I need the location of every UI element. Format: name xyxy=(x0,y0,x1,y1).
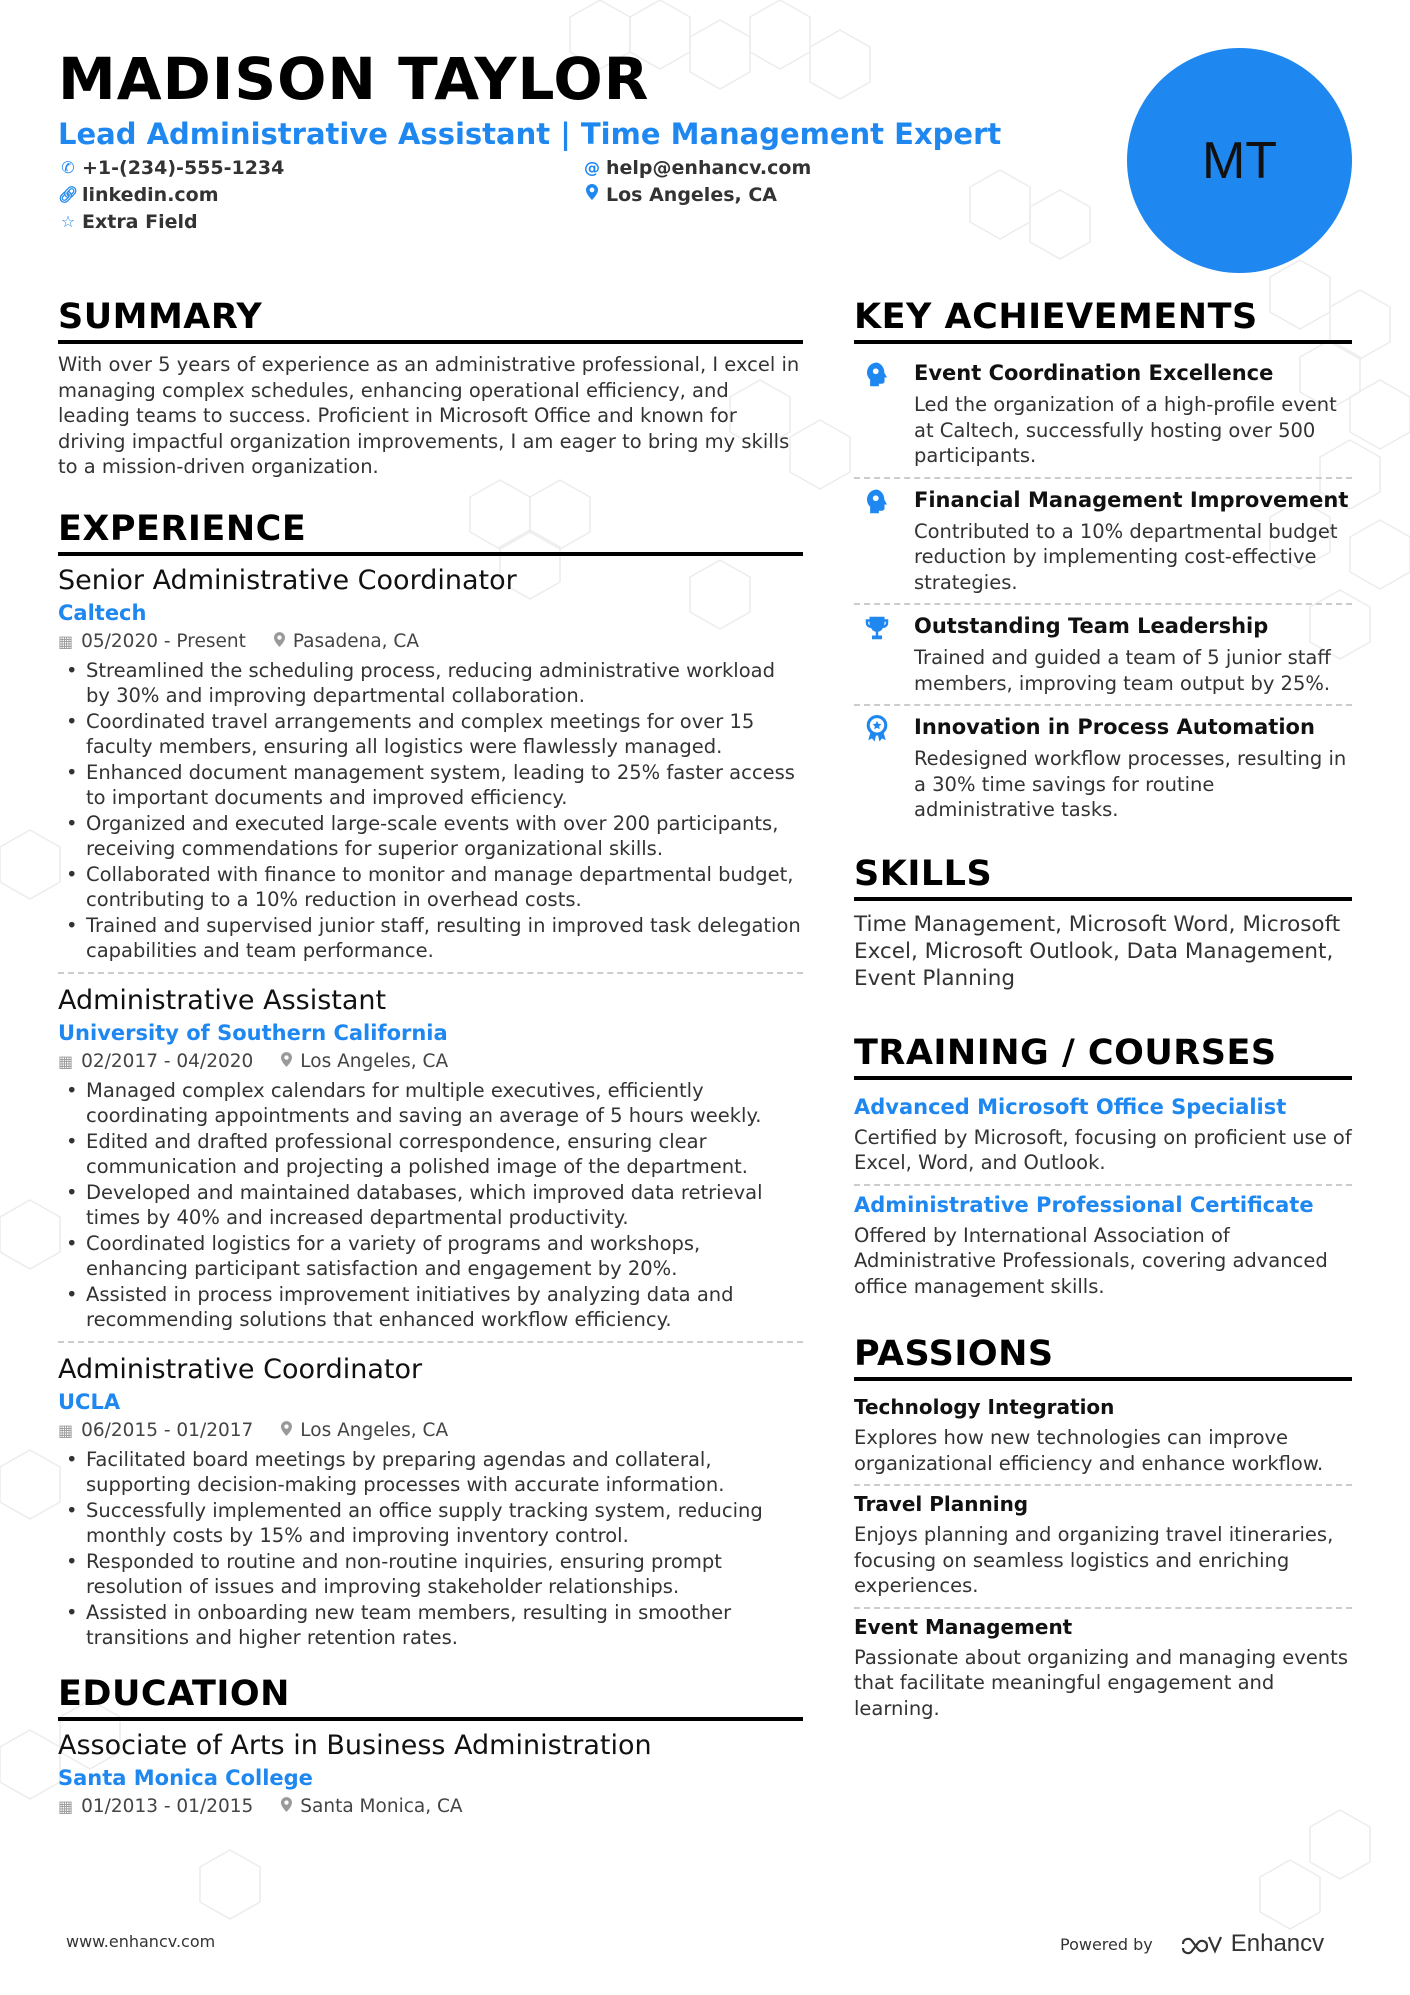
job-meta xyxy=(58,1417,803,1445)
course-item xyxy=(854,1186,1352,1308)
achievement-desc: Contributed to a 10% departmental budget reduction by implementing cost-effective strategies. xyxy=(914,519,1338,594)
list-item: • Coordinated travel arrangements and complex meetings for over 15 faculty members, ensuring all logistics were flawlessly managed. xyxy=(58,709,803,760)
list-item: • Coordinated logistics for a variety of programs and workshops, enhancing participant satisfaction and engagement by 20%. xyxy=(58,1231,803,1282)
powered-by-text: Powered by xyxy=(1060,1934,1153,1954)
job-bullets xyxy=(58,1447,803,1651)
passion-item xyxy=(854,1389,1352,1486)
school-name: Santa Monica College xyxy=(58,1765,313,1790)
phone-text: +1-(234)-555-1234 xyxy=(82,157,285,179)
job-location: Pasadena, CA xyxy=(292,630,419,652)
award-icon xyxy=(862,714,892,744)
enhancv-logo-icon xyxy=(1179,1932,1223,1956)
footer-url[interactable]: www.enhancv.com xyxy=(66,1932,216,1951)
achievements-section xyxy=(854,296,1352,831)
achievement-desc: Led the organization of a high-profile event at Caltech, successfully hosting over 500 participants. xyxy=(914,393,1337,467)
job-meta xyxy=(58,1048,803,1076)
list-item: • Streamlined the scheduling process, reducing administrative workload by 30% and improving departmental collaboration. xyxy=(58,658,803,709)
location-pin-icon xyxy=(274,628,285,656)
email-text: help@enhancv.com xyxy=(606,157,812,179)
location-pin-icon xyxy=(281,1793,292,1821)
achievement-item xyxy=(854,706,1352,831)
job-title: Administrative Assistant xyxy=(58,984,387,1016)
link-icon: 🔗︎ xyxy=(58,185,79,204)
enhancv-brand-text: Enhancv xyxy=(1230,1930,1325,1957)
at-icon: @ xyxy=(584,158,600,177)
head-icon xyxy=(862,487,892,517)
linkedin-text: linkedin.com xyxy=(82,184,219,206)
passion-title: Event Management xyxy=(854,1614,1073,1639)
list-item: • Enhanced document management system, leading to 25% faster access to important documents and improved efficiency. xyxy=(58,760,803,811)
job-entry xyxy=(58,564,803,974)
trophy-icon xyxy=(862,613,892,643)
course-desc: Certified by Microsoft, focusing on proficient use of Excel, Word, and Outlook. xyxy=(854,1125,1352,1174)
candidate-name: MADISON TAYLOR xyxy=(58,45,650,113)
phone-icon: ✆ xyxy=(61,158,75,177)
right-column xyxy=(854,296,1352,1729)
location-text: Los Angeles, CA xyxy=(606,184,777,206)
list-item: • Trained and supervised junior staff, resulting in improved task delegation capabilities and team performance. xyxy=(58,913,803,964)
achievement-item xyxy=(854,605,1352,706)
achievement-title: Financial Management Improvement xyxy=(914,487,1349,512)
job-location: Los Angeles, CA xyxy=(300,1419,449,1441)
summary-text: With over 5 years of experience as an administrative professional, I excel in managing complex schedules, enhancing operational efficiency, and leading teams to success. Proficient in Microsoft Office and known for driving impactful organization improvements, I am eager to bring my skills to a mission-driven organization. xyxy=(58,353,800,478)
calendar-icon: ▦ xyxy=(58,1796,74,1816)
section-title-achievements: KEY ACHIEVEMENTS xyxy=(854,296,1352,344)
left-column xyxy=(58,296,803,1821)
job-dates: 05/2020 - Present xyxy=(81,630,246,652)
list-item: • Managed complex calendars for multiple executives, efficiently coordinating appointments and saving an average of 5 hours weekly. xyxy=(58,1078,803,1129)
section-title-experience: EXPERIENCE xyxy=(58,508,803,556)
job-title: Senior Administrative Coordinator xyxy=(58,564,517,596)
list-item: • Collaborated with finance to monitor and manage departmental budget, contributing to a 10% reduction in overhead costs. xyxy=(58,862,803,913)
job-title: Administrative Coordinator xyxy=(58,1353,423,1385)
achievement-title: Event Coordination Excellence xyxy=(914,361,1274,385)
avatar-initials: MT xyxy=(1201,131,1278,190)
contact-location xyxy=(582,183,777,207)
calendar-icon: ▦ xyxy=(58,1420,74,1440)
course-title: Administrative Professional Certificate xyxy=(854,1192,1314,1217)
achievement-item xyxy=(854,479,1352,606)
company-name: UCLA xyxy=(58,1389,121,1414)
location-pin-icon xyxy=(281,1048,292,1076)
job-meta xyxy=(58,628,803,656)
passion-desc: Passionate about organizing and managing events that facilitate meaningful engagement and learning. xyxy=(854,1645,1348,1720)
education-location: Santa Monica, CA xyxy=(300,1795,463,1817)
list-item: • Assisted in onboarding new team members, resulting in smoother transitions and higher retention rates. xyxy=(58,1600,803,1651)
company-name: Caltech xyxy=(58,600,147,625)
head-icon xyxy=(862,360,892,390)
passion-desc: Enjoys planning and organizing travel itineraries, focusing on seamless logistics and enriching experiences. xyxy=(854,1523,1334,1597)
experience-section xyxy=(58,508,803,1659)
course-desc: Offered by International Association of Administrative Professionals, covering advanced office management skills. xyxy=(854,1223,1328,1298)
contact-extra xyxy=(58,210,198,234)
achievement-desc: Trained and guided a team of 5 junior staff members, improving team output by 25%. xyxy=(914,646,1331,695)
candidate-headline: Lead Administrative Assistant | Time Management Expert xyxy=(58,117,1002,151)
achievement-title: Innovation in Process Automation xyxy=(914,715,1315,739)
job-bullets xyxy=(58,658,803,964)
course-item xyxy=(854,1088,1352,1186)
location-pin-icon xyxy=(281,1417,292,1445)
contact-linkedin[interactable] xyxy=(58,183,219,207)
achievement-title: Outstanding Team Leadership xyxy=(914,614,1269,638)
section-title-passions: PASSIONS xyxy=(854,1333,1352,1381)
avatar xyxy=(1127,48,1352,273)
list-item: • Facilitated board meetings by preparing agendas and collateral, supporting decision-making processes with accurate information. xyxy=(58,1447,803,1498)
job-dates: 06/2015 - 01/2017 xyxy=(81,1419,254,1441)
training-section xyxy=(854,1032,1352,1308)
skills-text: Time Management, Microsoft Word, Microsoft Excel, Microsoft Outlook, Data Management, Event Planning xyxy=(854,911,1341,991)
job-entry xyxy=(58,1353,803,1659)
passion-title: Technology Integration xyxy=(854,1395,1115,1419)
passions-section xyxy=(854,1333,1352,1729)
list-item: • Organized and executed large-scale events with over 200 participants, receiving commendations for superior organizational skills. xyxy=(58,811,803,862)
list-item: • Developed and maintained databases, which improved data retrieval times by 40% and increased departmental productivity. xyxy=(58,1180,803,1231)
calendar-icon: ▦ xyxy=(58,1051,74,1071)
passion-item xyxy=(854,1609,1352,1730)
passion-desc: Explores how new technologies can improve organizational efficiency and enhance workflow. xyxy=(854,1426,1324,1475)
location-pin-icon xyxy=(582,183,602,207)
list-item: • Edited and drafted professional correspondence, ensuring clear communication and projecting a polished image of the department. xyxy=(58,1129,803,1180)
section-title-training: TRAINING / COURSES xyxy=(854,1032,1352,1080)
section-title-education: EDUCATION xyxy=(58,1673,803,1721)
list-item: • Successfully implemented an office supply tracking system, reducing monthly costs by 15% and improving inventory control. xyxy=(58,1498,803,1549)
enhancv-logo[interactable] xyxy=(1179,1930,1324,1958)
summary-section xyxy=(58,296,803,480)
passion-item xyxy=(854,1486,1352,1609)
calendar-icon: ▦ xyxy=(58,631,74,651)
list-item: • Responded to routine and non-routine inquiries, ensuring prompt resolution of issues and improving stakeholder relationships. xyxy=(58,1549,803,1600)
extra-text: Extra Field xyxy=(82,211,198,233)
section-title-summary: SUMMARY xyxy=(58,296,803,344)
degree-title: Associate of Arts in Business Administration xyxy=(58,1729,652,1761)
contact-phone xyxy=(58,156,284,180)
company-name: University of Southern California xyxy=(58,1020,448,1045)
job-location: Los Angeles, CA xyxy=(300,1050,449,1072)
list-item: • Assisted in process improvement initiatives by analyzing data and recommending solutions that enhanced workflow efficiency. xyxy=(58,1282,803,1333)
education-dates: 01/2013 - 01/2015 xyxy=(81,1795,254,1817)
job-bullets xyxy=(58,1078,803,1333)
star-icon: ☆ xyxy=(60,212,76,231)
course-title: Advanced Microsoft Office Specialist xyxy=(854,1094,1287,1119)
job-entry xyxy=(58,984,803,1343)
job-dates: 02/2017 - 04/2020 xyxy=(81,1050,254,1072)
education-section xyxy=(58,1673,803,1821)
footer-powered-by xyxy=(1060,1930,1324,1958)
section-title-skills: SKILLS xyxy=(854,853,1352,901)
education-meta xyxy=(58,1793,803,1821)
skills-section xyxy=(854,853,1352,992)
passion-title: Travel Planning xyxy=(854,1492,1029,1516)
achievement-desc: Redesigned workflow processes, resulting in a 30% time savings for routine administrative tasks. xyxy=(914,747,1347,821)
achievement-item xyxy=(854,352,1352,479)
contact-email[interactable] xyxy=(582,156,811,180)
